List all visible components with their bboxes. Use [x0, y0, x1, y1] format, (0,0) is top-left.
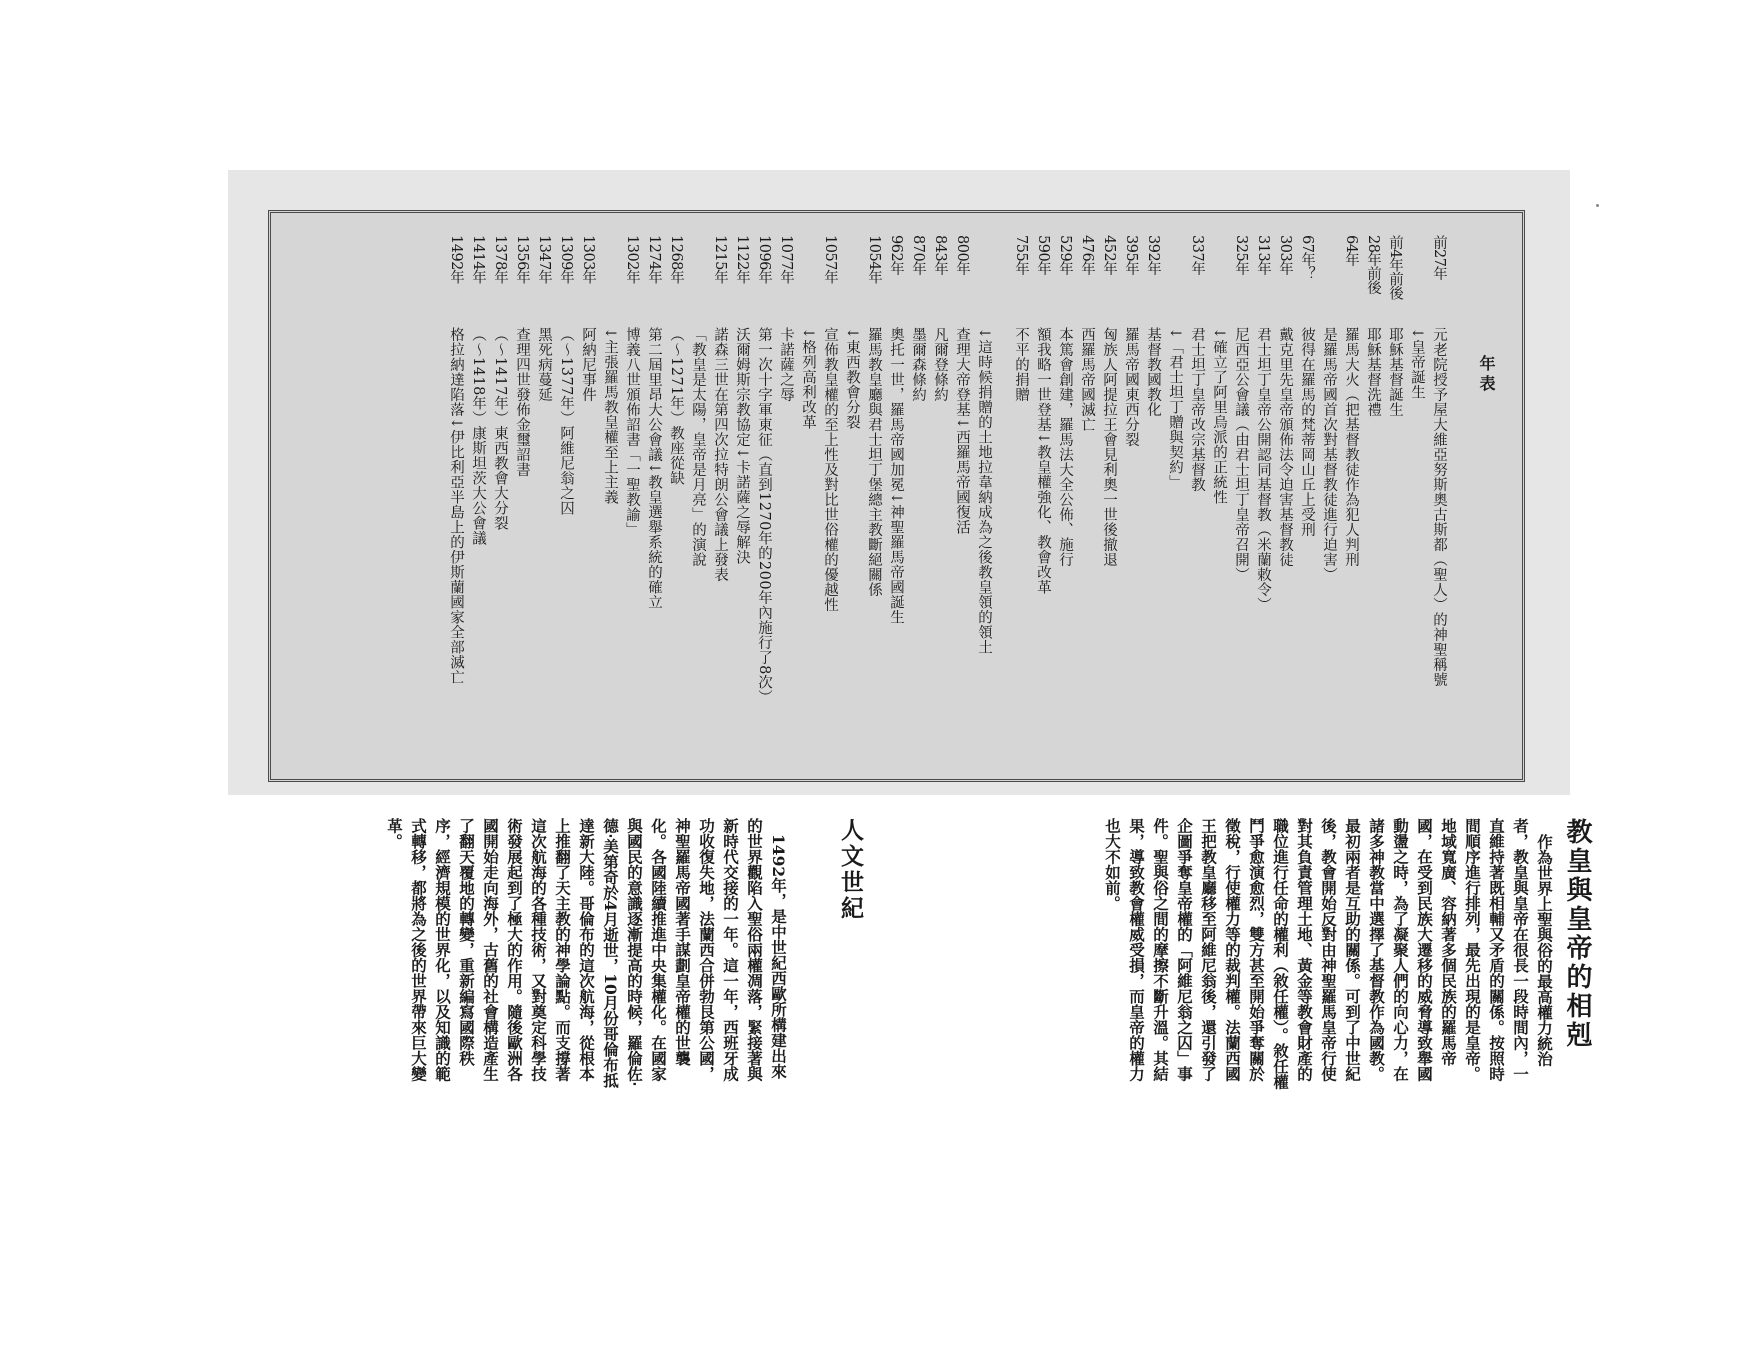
timeline-year: 1274年 — [646, 235, 662, 284]
timeline-event: 額我略一世登基↓教皇權強化、教會改革 — [1035, 327, 1051, 595]
timeline-year: 843年 — [932, 235, 948, 276]
timeline-entry — [469, 235, 486, 705]
timeline-event: 本篤會創建，羅馬法大全公佈、施行 — [1057, 327, 1073, 567]
timeline-entry — [1100, 235, 1117, 705]
scan-speck — [1596, 204, 1599, 207]
timeline-event: 羅馬教皇廳與君士坦丁堡總主教斷絕關係 — [866, 327, 882, 597]
timeline-entry — [1188, 235, 1205, 705]
timeline-event: 黑死病蔓延 — [536, 327, 552, 402]
timeline-event: 君士坦丁皇帝公開認同基督教（米蘭敕令） — [1255, 327, 1271, 612]
timeline-entry — [1210, 235, 1227, 705]
timeline-year: 962年 — [888, 235, 904, 276]
timeline-entry — [1254, 235, 1271, 705]
timeline-entry — [1386, 235, 1403, 705]
timeline-year: 1303年 — [580, 235, 596, 284]
timeline-entry — [799, 235, 816, 705]
timeline-event: 君士坦丁皇帝改宗基督教 — [1189, 327, 1205, 492]
timeline-event: 卡諾薩之辱 — [778, 327, 794, 402]
timeline-entry — [1320, 235, 1337, 705]
timeline-event: 羅馬帝國東西分裂 — [1123, 327, 1139, 447]
timeline-year: 前27年 — [1431, 235, 1447, 281]
timeline-entry — [601, 235, 618, 705]
timeline-year: 325年 — [1233, 235, 1249, 276]
timeline-year: 313年 — [1255, 235, 1271, 276]
timeline-year: 1096年 — [756, 235, 772, 284]
timeline-event: ↓這時候捐贈的土地拉韋納成為之後教皇領的領土 — [976, 327, 992, 655]
timeline-year — [1210, 235, 1227, 327]
timeline-event: 彼得在羅馬的梵蒂岡山丘上受刑 — [1299, 327, 1315, 537]
timeline-year: 337年 — [1189, 235, 1205, 276]
timeline-event: 耶穌基督洗禮 — [1365, 327, 1381, 417]
timeline-event: 第一次十字軍東征（直到1270年的200年內施行了8次） — [756, 327, 772, 705]
timeline-event: 格拉納達陷落↓伊比利亞半島上的伊斯蘭國家全部滅亡 — [448, 327, 464, 685]
timeline-event: 阿納尼事件 — [580, 327, 596, 402]
timeline-event: （～1418年）康斯坦茨大公會議 — [470, 327, 486, 546]
timeline-year: 1268年 — [668, 235, 684, 284]
timeline-event: 西羅馬帝國滅亡 — [1079, 327, 1095, 432]
timeline-event: ↓確立了阿里烏派的正統性 — [1211, 327, 1227, 505]
main-article-text: 作為世界上聖與俗的最高權力統治者，教皇與皇帝在很長一段時間內，一直維持著既相輔又矛盾的關係。按照時間順序進行排列，最先出現的是皇帝。地域寬廣、容納著多個民族的羅馬帝國，在受到民族大遷移的威脅導致舉國動盪之時，為了凝聚人們的向心力，在諸多神教當中選擇了基督教作為國教。最初兩者是互助的關係。可到了中世紀後，教會開始反對由神聖羅馬皇帝行使對其負責管理土地、黃金等教會財產的職位進行任命的權利（敘任權）。敘任權鬥爭愈演愈烈，雙方甚至開始爭奪關於徵稅，行使權力等的裁判權。法蘭西國王把教皇廳移至阿維尼翁後，還引發了企圖爭奪皇帝權的「阿維尼翁之囚」事件。聖與俗之間的摩擦不斷升溫。其結果，導致教會權威受損，而皇帝的權力也大不如前。 — [1103, 818, 1554, 1090]
timeline-year: 1215年 — [712, 235, 728, 284]
timeline-entry — [1122, 235, 1139, 705]
timeline-year: 303年 — [1277, 235, 1293, 276]
timeline-year — [843, 235, 860, 327]
timeline-entry — [535, 235, 552, 705]
timeline-event: 查理四世發佈金璽詔書 — [514, 327, 530, 477]
timeline-entry — [491, 235, 508, 705]
timeline-event: ↓「君士坦丁贈與契約」 — [1167, 327, 1183, 490]
timeline-box — [268, 210, 1525, 782]
timeline-year: 452年 — [1101, 235, 1117, 276]
timeline-entry — [1408, 235, 1425, 705]
timeline-year: 1347年 — [536, 235, 552, 284]
timeline-entry — [1078, 235, 1095, 705]
timeline-year: 476年 — [1079, 235, 1095, 276]
timeline-year: 1054年 — [866, 235, 882, 284]
timeline-entry — [1342, 235, 1359, 705]
timeline-entry — [733, 235, 750, 705]
timeline-event: 基督教國教化 — [1145, 327, 1161, 417]
timeline-event: 耶穌基督誕生 — [1387, 327, 1403, 417]
timeline-event: 戴克里先皇帝頒佈法令迫害基督教徒 — [1277, 327, 1293, 567]
timeline-event: （～1271年）教座從缺 — [668, 327, 684, 486]
timeline-year: 1356年 — [514, 235, 530, 284]
timeline-year: 1378年 — [492, 235, 508, 284]
timeline-entry — [1232, 235, 1249, 705]
side-article-heading: 人文世紀 — [837, 818, 864, 922]
timeline-year — [799, 235, 816, 327]
timeline-entry — [843, 235, 860, 705]
timeline-year — [689, 235, 706, 327]
timeline-year: 28年前後 — [1365, 235, 1381, 295]
timeline-event: 第二屆里昂大公會議↓教皇選舉系統的確立 — [646, 327, 662, 610]
timeline-year: 1302年 — [624, 235, 640, 284]
timeline-event: （～1417年）東西教會大分裂 — [492, 327, 508, 531]
timeline-event: 博義八世頒佈詔書「一聖教諭」 — [624, 327, 640, 537]
timeline-year: 1057年 — [822, 235, 838, 284]
timeline-entry — [1276, 235, 1293, 705]
timeline-entry — [513, 235, 530, 705]
timeline-year: 1122年 — [734, 235, 750, 284]
timeline-event: 查理大帝登基↓西羅馬帝國復活 — [954, 327, 970, 535]
timeline-event: （～1377年）阿維尼翁之囚 — [558, 327, 574, 516]
timeline-event: 元老院授予屋大維亞努斯奧古斯都（聖人）的神聖稱號 — [1431, 327, 1447, 687]
timeline-event: 奧托一世，羅馬帝國加冕↓神聖羅馬帝國誕生 — [888, 327, 904, 625]
timeline-year — [1320, 235, 1337, 327]
timeline-year: 395年 — [1123, 235, 1139, 276]
timeline-event: 羅馬大火（把基督教徒作為犯人判刑 — [1343, 327, 1359, 567]
timeline-entry — [1144, 235, 1161, 705]
timeline-entry — [1364, 235, 1381, 705]
timeline-event: 沃爾姆斯宗教協定↓卡諾薩之辱解決 — [734, 327, 750, 565]
timeline-year — [1408, 235, 1425, 327]
timeline-list — [447, 235, 1447, 705]
timeline-year — [601, 235, 618, 327]
timeline-event: 尼西亞公會議（由君士坦丁皇帝召開） — [1233, 327, 1249, 582]
timeline-event: 「教皇是太陽，皇帝是月亮」的演說 — [690, 327, 706, 567]
timeline-entry — [579, 235, 596, 705]
timeline-year — [1166, 235, 1183, 327]
timeline-entry — [887, 235, 904, 705]
timeline-entry — [755, 235, 772, 705]
timeline-entry — [1056, 235, 1073, 705]
timeline-year: 755年 — [1013, 235, 1029, 276]
main-article-heading: 教皇與皇帝的相剋 — [1562, 818, 1592, 1050]
timeline-year — [975, 235, 992, 327]
side-article-text: 1492年，是中世紀西歐所構建出來的世界觀陷入聖俗兩權凋落，緊接著與新時代交接的一年。這一年，西班牙成功收復失地，法蘭西合併勃艮第公國，神聖羅馬帝國著手謀劃皇帝權的世襲化。各國陸續推進中央集權化。在國家與國民的意識逐漸提高的時候，羅倫佐‧德‧美第奇於4月逝世，10月份哥倫布抵達新大陸。哥倫布的這次航海，從根本上推翻了天主教的神學論點。而支撐著這次航海的各種技術，又對奠定科學技術發展起到了極大的作用。隨後歐洲各國開始走向海外，古舊的社會構造產生了翻天覆地的轉變，重新編寫國際秩序，經濟規模的世界化，以及知識的範式轉移，都將為之後的世界帶來巨大變革。 — [385, 818, 788, 1088]
timeline-entry — [953, 235, 970, 705]
timeline-entry — [1166, 235, 1183, 705]
timeline-year: 529年 — [1057, 235, 1073, 276]
timeline-title: 年表 — [1477, 355, 1496, 395]
timeline-entry — [557, 235, 574, 705]
timeline-year: 1414年 — [470, 235, 486, 284]
timeline-year: 1492年 — [448, 235, 464, 284]
timeline-entry — [821, 235, 838, 705]
timeline-event: 凡爾登條約 — [932, 327, 948, 402]
timeline-entry — [909, 235, 926, 705]
timeline-year: 64年 — [1343, 235, 1359, 267]
timeline-event: 不平的捐贈 — [1013, 327, 1029, 402]
timeline-entry — [1012, 235, 1029, 705]
timeline-year: 1309年 — [558, 235, 574, 284]
timeline-entry — [667, 235, 684, 705]
side-article-body — [325, 818, 790, 1093]
timeline-event: 是羅馬帝國首次對基督教徒進行迫害） — [1321, 327, 1337, 582]
timeline-content — [447, 235, 1498, 705]
timeline-entry — [447, 235, 464, 705]
timeline-event: 墨爾森條約 — [910, 327, 926, 402]
timeline-entry — [623, 235, 640, 705]
timeline-entry — [645, 235, 662, 705]
main-article-body — [1103, 818, 1556, 1093]
timeline-year: 1077年 — [778, 235, 794, 284]
timeline-event: ↓主張羅馬教皇權至上主義 — [602, 327, 618, 505]
timeline-event: ↓東西教會分裂 — [844, 327, 860, 430]
timeline-year: 67年？ — [1299, 235, 1315, 281]
timeline-entry — [1034, 235, 1051, 705]
timeline-entry — [975, 235, 992, 705]
timeline-gap — [997, 235, 1007, 705]
timeline-event: 匈族人阿提拉王會見利奧一世後撤退 — [1101, 327, 1117, 567]
timeline-year: 870年 — [910, 235, 926, 276]
timeline-entry — [1298, 235, 1315, 705]
timeline-year: 800年 — [954, 235, 970, 276]
timeline-event: 諾森三世在第四次拉特朗公會議上發表 — [712, 327, 728, 582]
timeline-entry — [689, 235, 706, 705]
timeline-event: ↓格列高利改革 — [800, 327, 816, 430]
timeline-event: ↓皇帝誕生 — [1409, 327, 1425, 400]
timeline-year: 590年 — [1035, 235, 1051, 276]
timeline-event: 宣佈教皇權的至上性及對比世俗權的優越性 — [822, 327, 838, 612]
timeline-year: 392年 — [1145, 235, 1161, 276]
timeline-entry — [711, 235, 728, 705]
timeline-entry — [931, 235, 948, 705]
timeline-year: 前4年前後 — [1387, 235, 1403, 300]
timeline-entry — [777, 235, 794, 705]
timeline-entry — [865, 235, 882, 705]
timeline-entry — [1430, 235, 1447, 705]
